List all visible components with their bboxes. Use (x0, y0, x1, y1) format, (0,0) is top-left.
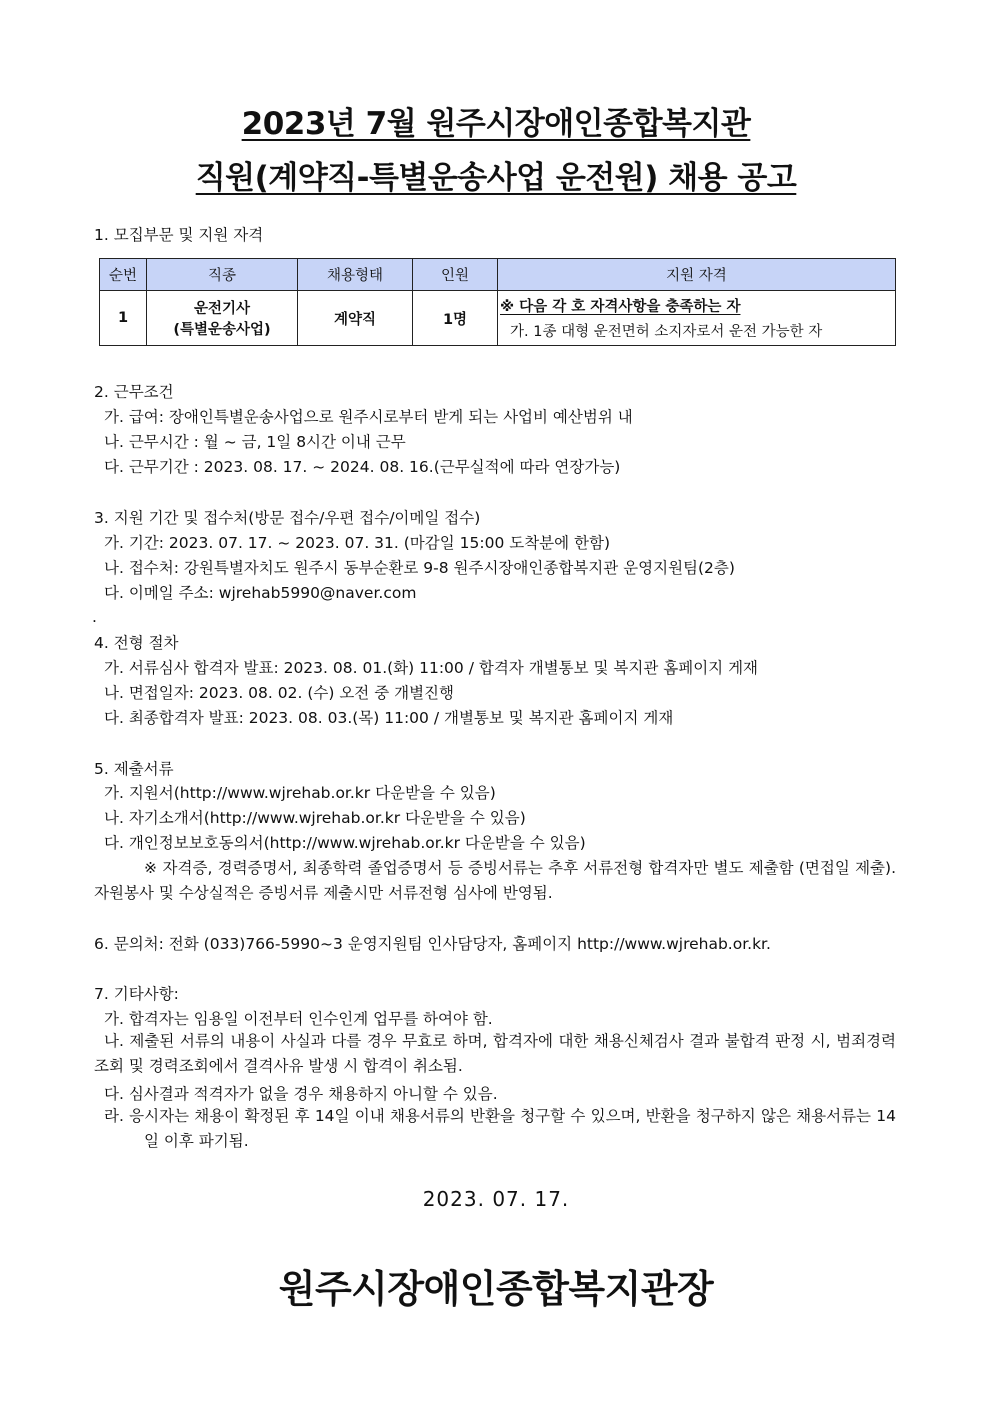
job-subtitle: (특별운송사업) (173, 322, 271, 338)
list-item: 나. 제출된 서류의 내용이 사실과 다를 경우 무효로 하며, 합격자에 대한 채용신체검사 결과 불합격 판정 시, 범죄경력 조회 및 경력조회에서 결격사유 발생 시 합격이 취소됨. (94, 1032, 896, 1075)
list-item: 다. 최종합격자 발표: 2023. 08. 03.(목) 11:00 / 개별통보 및 복지관 홈페이지 게재 (104, 709, 674, 727)
list-item: 다. 이메일 주소: wjrehab5990@naver.com (104, 584, 417, 602)
announcement-date: 2023. 07. 17. (422, 1187, 570, 1211)
section-7-heading: 7. 기타사항: (94, 985, 179, 1003)
qualification-heading: ※ 다음 각 호 자격사항을 충족하는 자 (500, 299, 741, 315)
list-item: 가. 급여: 장애인특별운송사업으로 원주시로부터 받게 되는 사업비 예산범위 내 (104, 408, 633, 426)
list-item: 다. 근무기간 : 2023. 08. 17. ~ 2024. 08. 16.(근무실적에 따라 연장가능) (104, 458, 621, 476)
list-item: 다. 개인정보보호동의서(http://www.wjrehab.or.kr 다운받을 수 있음) (104, 834, 586, 852)
cell-no: 1 (100, 291, 147, 346)
table-row (100, 291, 896, 346)
qualification-item: 가. 1종 대형 운전면허 소지자로서 운전 가능한 자 (510, 324, 823, 340)
cell-job (147, 291, 298, 346)
list-item: 가. 서류심사 합격자 발표: 2023. 08. 01.(화) 11:00 / 합격자 개별통보 및 복지관 홈페이지 게재 (104, 659, 759, 677)
section-3-heading: 3. 지원 기간 및 접수처(방문 접수/우편 접수/이메일 접수) (94, 509, 481, 527)
stray-dot: . (92, 608, 97, 626)
header-job: 직종 (147, 259, 298, 291)
cell-qualification (498, 291, 896, 346)
list-item: 가. 합격자는 임용일 이전부터 인수인계 업무를 하여야 함. (104, 1010, 493, 1028)
section-6-contact: 6. 문의처: 전화 (033)766-5990~3 운영지원팀 인사담당자, 홈페이지 http://www.wjrehab.or.kr. (94, 935, 771, 953)
header-type: 채용형태 (298, 259, 413, 291)
header-qualification: 지원 자격 (498, 259, 896, 291)
list-item: 나. 자기소개서(http://www.wjrehab.or.kr 다운받을 수 있음) (104, 809, 526, 827)
title-line-2: 직원(계약직-특별운송사업 운전원) 채용 공고 (195, 160, 797, 196)
section-5-heading: 5. 제출서류 (94, 760, 174, 778)
list-item: 라. 응시자는 채용이 확정된 후 14일 이내 채용서류의 반환을 청구할 수 있으며, 반환을 청구하지 않은 채용서류는 14일 이후 파기됨. (104, 1107, 896, 1150)
cell-count: 1명 (413, 291, 498, 346)
table-header-row (100, 259, 896, 291)
signer-name: 원주시장애인종합복지관장 (278, 1267, 714, 1311)
section-1-heading: 1. 모집부문 및 지원 자격 (94, 226, 264, 244)
section-4-heading: 4. 전형 절차 (94, 634, 179, 652)
job-title: 운전기사 (193, 301, 251, 317)
title-line-1: 2023년 7월 원주시장애인종합복지관 (241, 106, 751, 142)
list-item: 나. 근무시간 : 월 ~ 금, 1일 8시간 이내 근무 (104, 433, 406, 451)
header-no: 순번 (100, 259, 147, 291)
list-item: 가. 기간: 2023. 07. 17. ~ 2023. 07. 31. (마감일 15:00 도착분에 한함) (104, 534, 611, 552)
recruitment-table (99, 258, 896, 346)
section-5-note: ※ 자격증, 경력증명서, 최종학력 졸업증명서 등 증빙서류는 추후 서류전형 합격자만 별도 제출함 (면접일 제출). 자원봉사 및 수상실적은 증빙서류 제출시만 서류전형 심사에 반영됨. (94, 859, 896, 902)
section-2-heading: 2. 근무조건 (94, 383, 174, 401)
list-item: 다. 심사결과 적격자가 없을 경우 채용하지 아니할 수 있음. (104, 1085, 498, 1103)
cell-type: 계약직 (298, 291, 413, 346)
list-item: 가. 지원서(http://www.wjrehab.or.kr 다운받을 수 있음) (104, 784, 496, 802)
list-item: 나. 면접일자: 2023. 08. 02. (수) 오전 중 개별진행 (104, 684, 454, 702)
list-item: 나. 접수처: 강원특별자치도 원주시 동부순환로 9-8 원주시장애인종합복지관 운영지원팀(2층) (104, 559, 735, 577)
header-count: 인원 (413, 259, 498, 291)
